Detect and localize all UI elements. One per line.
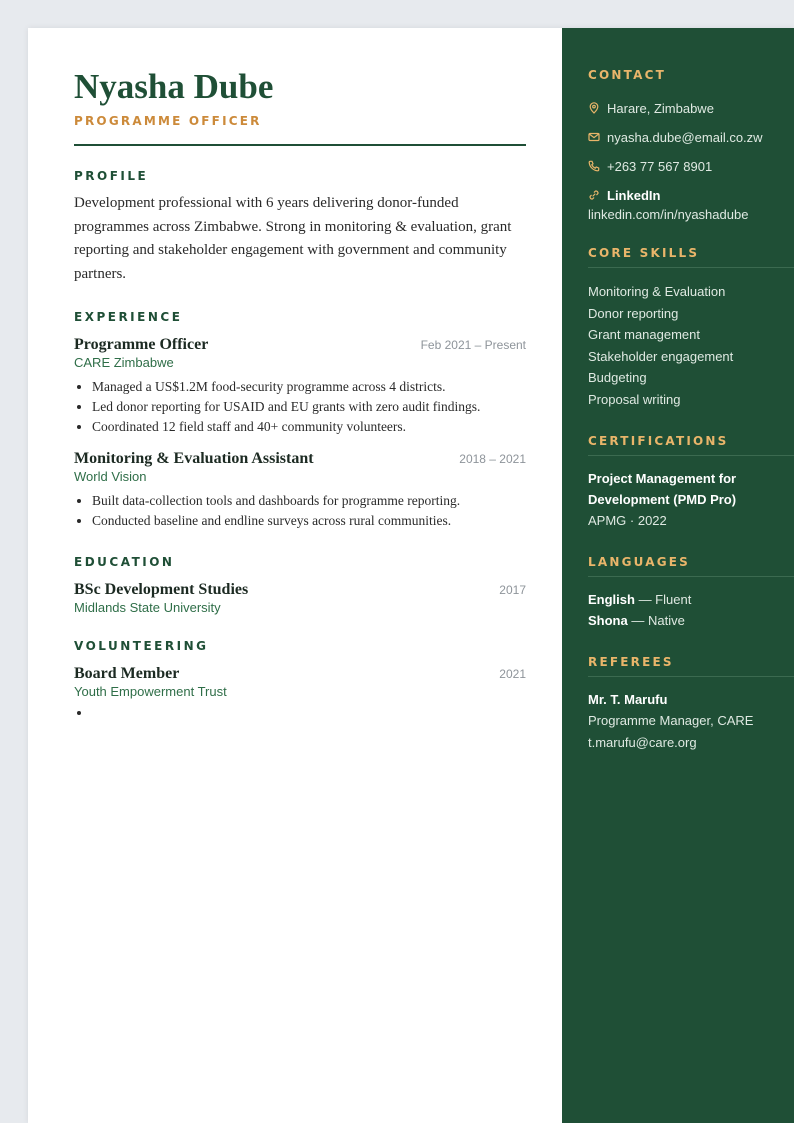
contact-section xyxy=(588,68,794,222)
job-title: Programme Officer xyxy=(74,336,209,353)
resume-page xyxy=(28,28,794,1123)
empty-bullet xyxy=(92,703,526,723)
linkedin-label[interactable]: LinkedIn xyxy=(607,187,661,203)
job-bullets xyxy=(74,491,526,531)
job-bullet: • Built data-collection tools and dashboards for programme reporting. xyxy=(92,491,526,511)
degree-title: BSc Development Studies xyxy=(74,581,249,598)
job-organization: CARE Zimbabwe xyxy=(74,355,174,370)
certification-meta: APMG · 2022 xyxy=(588,513,667,528)
experience-item xyxy=(74,336,526,437)
mail-icon xyxy=(588,131,600,143)
job-dates: Feb 2021 – Present xyxy=(420,338,526,352)
languages-divider xyxy=(588,576,794,577)
candidate-role: PROGRAMME OFFICER xyxy=(74,114,262,128)
certifications-section xyxy=(588,434,794,531)
job-bullet: • Conducted baseline and endline surveys across rural communities. xyxy=(92,511,526,531)
volunteer-bullets xyxy=(74,703,526,723)
certifications-heading: CERTIFICATIONS xyxy=(588,434,729,448)
contact-phone[interactable] xyxy=(588,157,794,175)
job-bullet: • Coordinated 12 field staff and 40+ community volunteers. xyxy=(92,417,526,437)
profile-text: Development professional with 6 years delivering donor-funded programmes across Zimbabwe. Strong in monitoring & evaluation, grant reporting and stakeholder engagement with government and community partners. xyxy=(74,195,512,282)
header-divider xyxy=(74,144,526,146)
education-heading: EDUCATION xyxy=(74,555,175,569)
language-item xyxy=(588,589,794,610)
skills-section xyxy=(588,246,794,410)
language-item xyxy=(588,610,794,631)
language-name: Shona xyxy=(588,613,628,628)
skill-item: Budgeting xyxy=(588,370,647,385)
main-column xyxy=(74,68,526,723)
contact-location xyxy=(588,99,794,117)
skills-heading: CORE SKILLS xyxy=(588,246,700,260)
volunteering-item xyxy=(74,665,526,723)
email-text[interactable]: nyasha.dube@email.co.zw xyxy=(607,129,763,145)
certification-name-line1: Project Management for xyxy=(588,471,737,486)
job-bullets xyxy=(74,377,526,437)
volunteer-role: Board Member xyxy=(74,665,180,682)
job-bullet: • Led donor reporting for USAID and EU grants with zero audit findings. xyxy=(92,397,526,417)
skill-item: Proposal writing xyxy=(588,391,681,407)
referee-position: Programme Manager, CARE xyxy=(588,713,754,728)
contact-email[interactable] xyxy=(588,128,794,146)
candidate-name: Nyasha Dube xyxy=(74,67,274,106)
volunteer-organization: Youth Empowerment Trust xyxy=(74,684,227,699)
certification-name-line2: Development (PMD Pro) xyxy=(588,492,737,507)
skills-divider xyxy=(588,267,794,268)
school-name: Midlands State University xyxy=(74,600,221,615)
education-year: 2017 xyxy=(499,583,526,597)
skill-item: Grant management xyxy=(588,327,701,342)
education-item xyxy=(74,581,526,615)
job-bullet: • Managed a US$1.2M food-security programme across 4 districts. xyxy=(92,377,526,397)
location-text: Harare, Zimbabwe xyxy=(607,100,714,116)
volunteer-year: 2021 xyxy=(499,667,526,681)
languages-heading: LANGUAGES xyxy=(588,555,690,569)
skill-item: Monitoring & Evaluation xyxy=(588,284,726,299)
sidebar xyxy=(562,28,794,1123)
referees-divider xyxy=(588,676,794,677)
referee-name: Mr. T. Marufu xyxy=(588,692,668,707)
link-icon xyxy=(588,189,600,201)
job-organization: World Vision xyxy=(74,469,147,484)
skill-item: Donor reporting xyxy=(588,305,679,321)
volunteering-heading: VOLUNTEERING xyxy=(74,639,209,653)
phone-icon xyxy=(588,160,600,172)
job-dates: 2018 – 2021 xyxy=(459,452,526,466)
referee-email[interactable]: t.marufu@care.org xyxy=(588,734,697,750)
language-level: — Fluent xyxy=(634,592,692,607)
certifications-divider xyxy=(588,455,794,456)
language-level: — Native xyxy=(627,613,685,628)
skill-item: Stakeholder engagement xyxy=(588,348,734,364)
contact-linkedin[interactable] xyxy=(588,186,794,204)
linkedin-url[interactable]: linkedin.com/in/nyashadube xyxy=(588,207,749,222)
profile-heading: PROFILE xyxy=(74,169,149,183)
language-name: English xyxy=(588,592,635,607)
phone-text[interactable]: +263 77 567 8901 xyxy=(607,158,713,174)
contact-heading: CONTACT xyxy=(588,68,666,82)
map-pin-icon xyxy=(588,102,600,114)
job-title: Monitoring & Evaluation Assistant xyxy=(74,450,314,467)
experience-item xyxy=(74,450,526,531)
languages-section xyxy=(588,555,794,631)
experience-heading: EXPERIENCE xyxy=(74,310,183,324)
referees-section xyxy=(588,655,794,753)
referees-heading: REFEREES xyxy=(588,655,674,669)
